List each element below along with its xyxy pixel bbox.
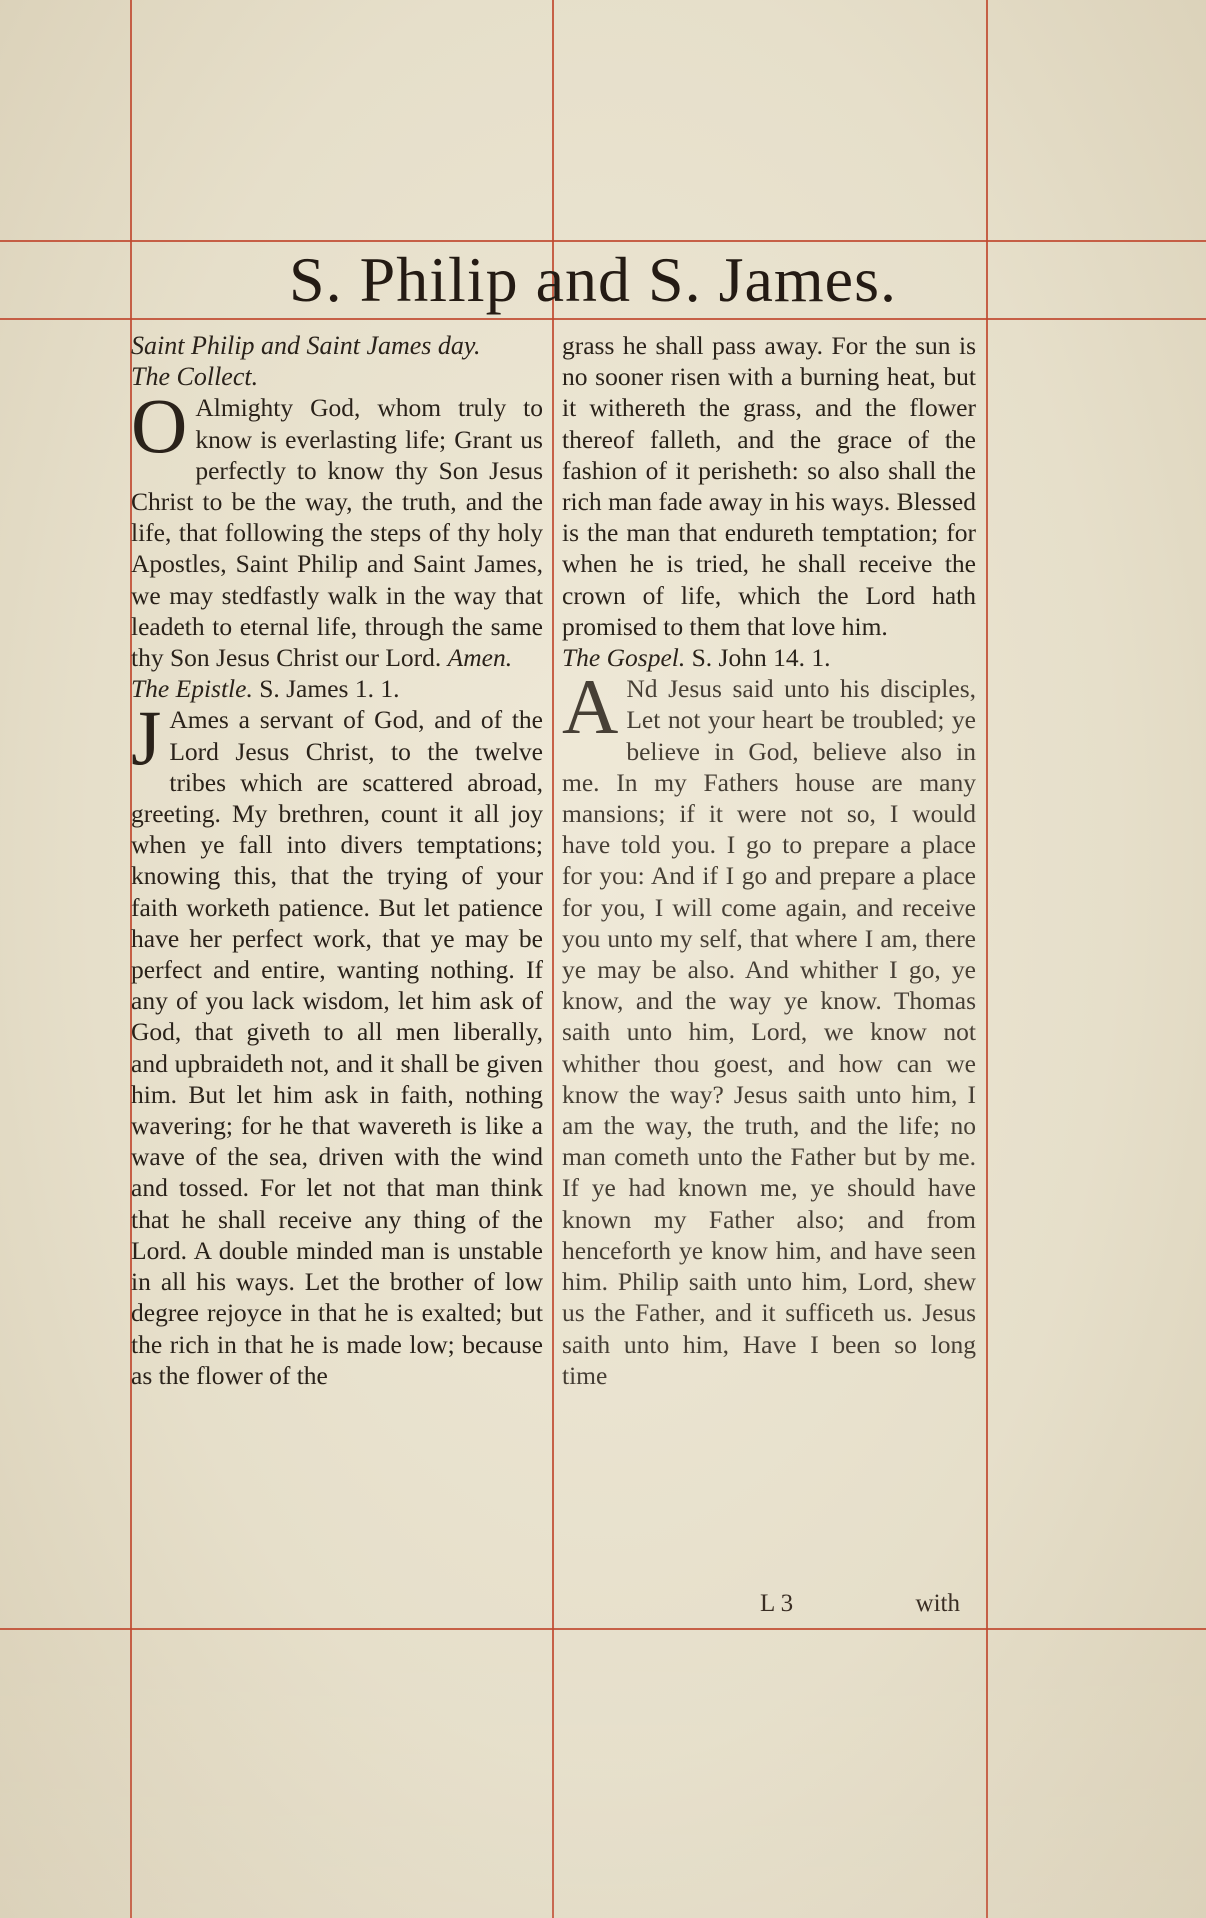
collect-drop-cap: O	[131, 382, 188, 470]
page-shading	[0, 1628, 1206, 1918]
page-footer	[760, 1590, 960, 1618]
gospel-heading-line	[562, 642, 976, 673]
rule-bottom	[0, 1628, 1206, 1630]
epistle-drop-cap: J	[131, 694, 162, 782]
signature-mark: L 3	[760, 1590, 794, 1617]
collect-heading: The Collect.	[131, 362, 259, 392]
collect-paragraph	[131, 382, 543, 673]
epistle-text: Ames a servant of God, and of the Lord Jesus Christ, to the twelve tribes which are scattered abroad, greeting. My brethren, count it all joy when ye fall into divers temptations; knowing this, that the trying of your faith worketh patience. But let patience have her perfect work, that ye may be perfect and entire, wanting nothing. If any of you lack wisdom, let him ask of God, that giveth to all men liberally, and upbraideth not, and it shall be given him. But let him ask in faith, nothing wavering; for he that wavereth is like a wave of the sea, driven with the wind and tossed. For let not that man think that he shall receive any thing of the Lord. A double minded man is unstable in all his ways. Let the brother of low degree rejoyce in that he is exalted; but the rich in that he is made low; because as the flower of the	[131, 705, 543, 1390]
gospel-drop-cap: A	[562, 663, 619, 751]
epistle-continued: grass he shall pass away. For the sun is no sooner risen with a burning heat, but it withereth the grass, and the flower thereof falleth, and the grace of the fashion of it perisheth: so also shall the rich man fade away in his ways. Blessed is the man that endureth temptation; for when he is tried, he shall receive the crown of life, which the Lord hath promised to them that love him.	[562, 331, 976, 641]
epistle-reference: S. James 1. 1.	[259, 674, 400, 704]
gospel-heading: The Gospel.	[562, 643, 686, 673]
catchword: with	[915, 1590, 960, 1617]
right-column	[562, 330, 976, 1620]
collect-amen: Amen.	[447, 643, 513, 673]
rule-title-bottom	[0, 318, 1206, 320]
page-title: S. Philip and S. James.	[289, 244, 897, 315]
left-column	[131, 330, 543, 1620]
epistle-heading: The Epistle.	[131, 674, 253, 704]
epistle-paragraph	[131, 694, 543, 1390]
day-title: Saint Philip and Saint James day.	[131, 331, 481, 360]
gospel-paragraph	[562, 663, 976, 1391]
gospel-reference: S. John 14. 1.	[691, 643, 831, 673]
collect-text: Almighty God, whom truly to know is everlasting life; Grant us perfectly to know thy Son Jesus Christ to be the way, the truth, and the life, that following the steps of thy holy Apostles, Saint Philip and Saint James, we may stedfastly walk in the way that leadeth to eternal life, through the same thy Son Jesus Christ our Lord.	[131, 393, 543, 673]
epistle-heading-line	[131, 673, 543, 704]
gospel-text: Nd Jesus said unto his disciples, Let not your heart be troubled; ye believe in God, believe also in me. In my Fathers house are many mansions; if it were not so, I would have told you. I go to prepare a place for you: And if I go and prepare a place for you, I will come again, and receive you unto my self, that where I am, there ye may be also. And whither I go, ye know, and the way ye know. Thomas saith unto him, Lord, we know not whither thou goest, and how can we know the way? Jesus saith unto him, I am the way, the truth, and the life; no man cometh unto the Father but by me. If ye had known me, ye should have known my Father also; and from henceforth ye know him, and have seen him. Philip saith unto him, Lord, shew us the Father, and it sufficeth us. Jesus saith unto him, Have I been so long time	[562, 674, 976, 1390]
